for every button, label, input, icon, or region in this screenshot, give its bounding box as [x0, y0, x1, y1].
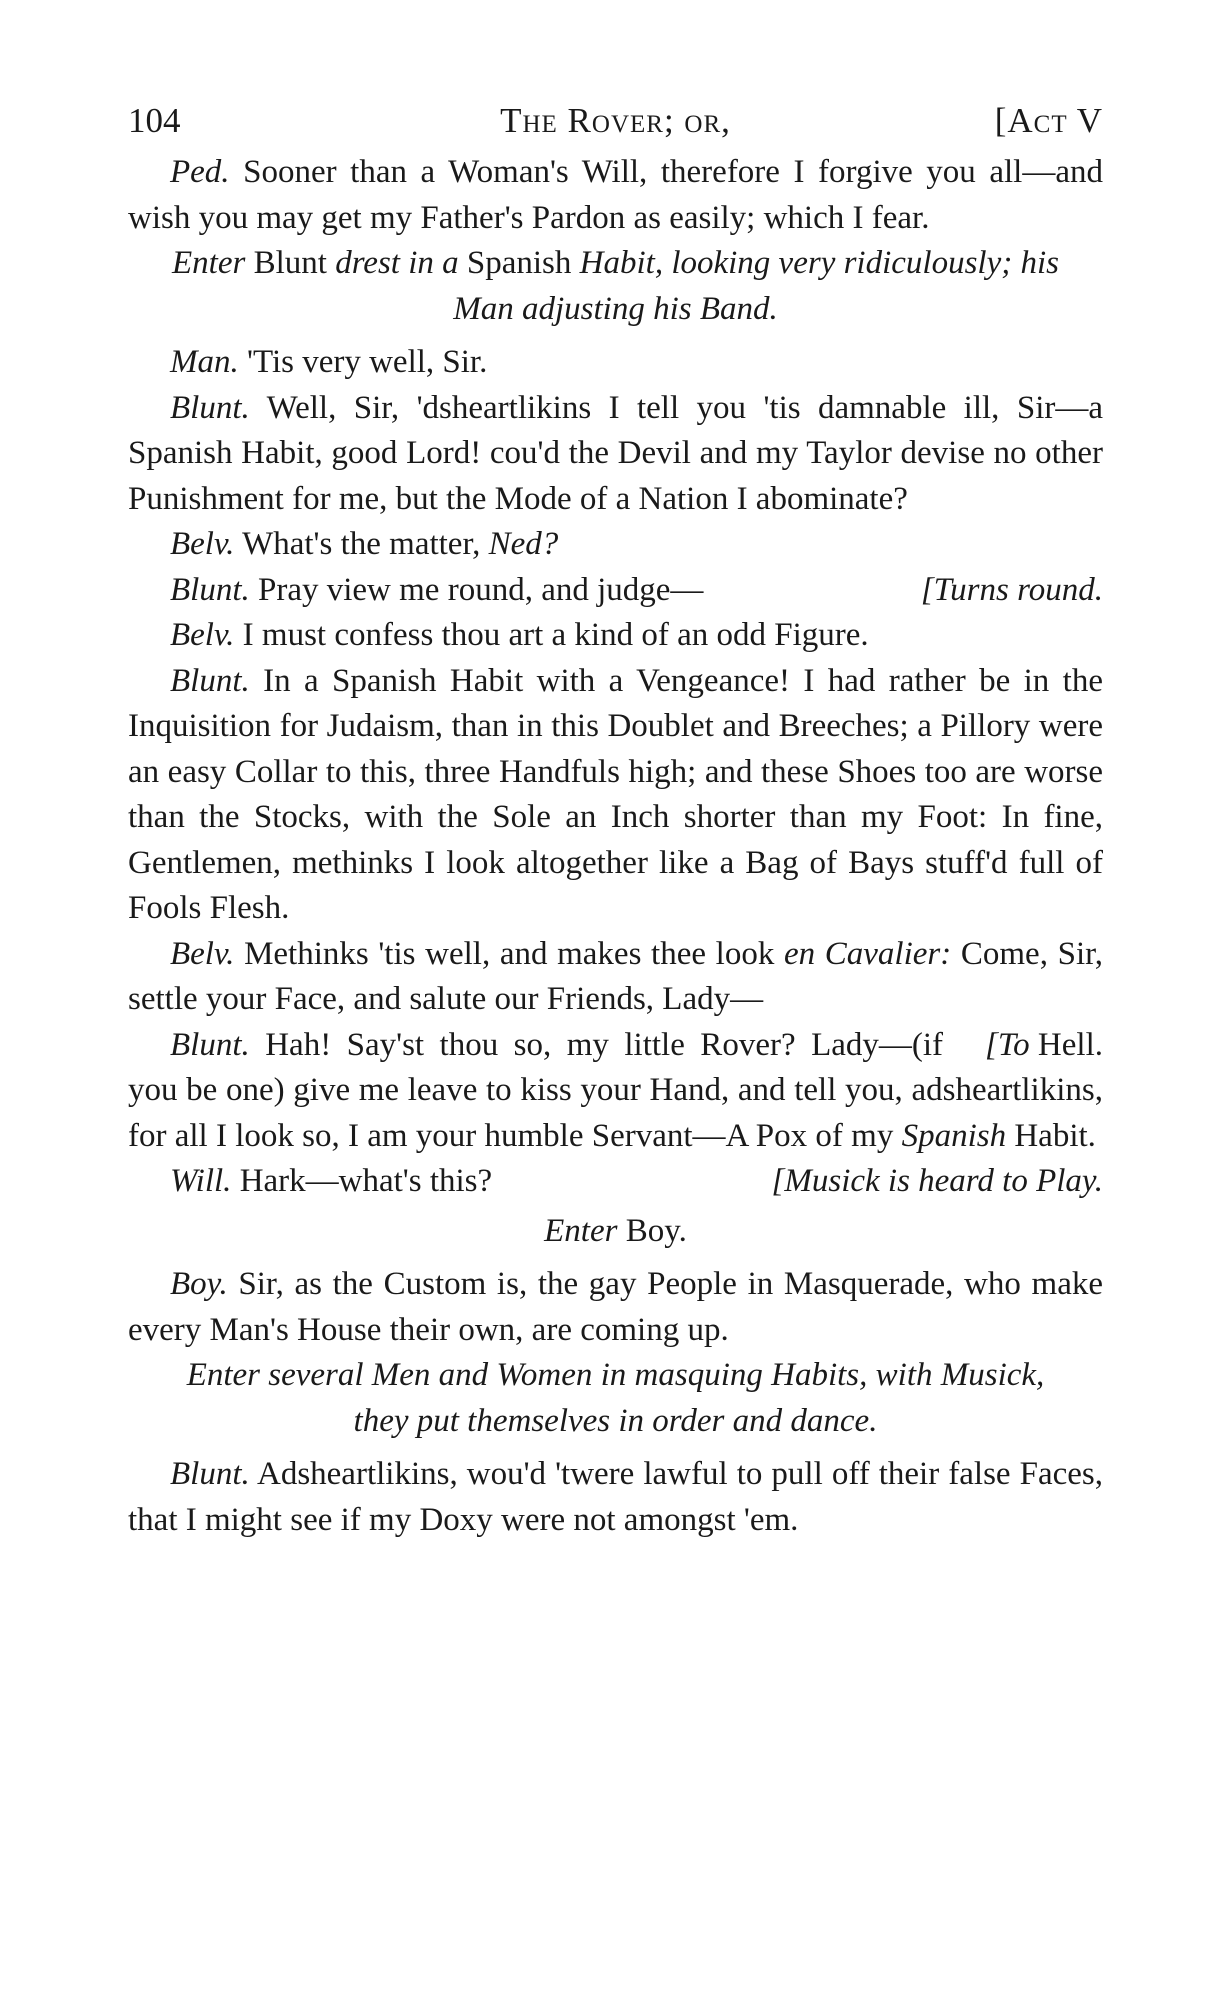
running-title: The Rover; or,: [500, 101, 731, 140]
speech-blunt-3: [128, 659, 1103, 932]
inline-direction: [943, 1023, 1103, 1069]
speech-text: Lady—(if you be one) give me leave to kiss your Hand, and tell you, adsheartlikins, for all I look so, I am your humble Servant—A Pox of my: [128, 1026, 1103, 1154]
speech-text: Adsheartlikins, wou'd 'twere lawful to pull off their false Faces, that I might see if my Doxy were not amongst 'em.: [128, 1456, 1103, 1538]
speech-belv-1: [128, 522, 1103, 568]
stage-direction-boy-enters: [128, 1209, 1103, 1255]
speech-text: Well, Sir, 'dsheartlikins I tell you 'tis damnable ill, Sir—a Spanish Habit, good Lord! cou'd the Devil and my Taylor devise no other Punishment for me, but the Mode of a Nation I abominate?: [128, 389, 1103, 517]
running-header: [128, 96, 1103, 146]
sd-character: Boy.: [625, 1212, 687, 1249]
speech-text: Pray view me round, and judge—: [258, 571, 704, 608]
speech-blunt-2: [128, 568, 1103, 614]
speech-text: Methinks 'tis well, and makes thee look: [244, 935, 775, 972]
speech-name: Ned?: [488, 526, 559, 562]
sd-word: Habit, looking very ridiculously; his Man adjusting his Band.: [453, 245, 1059, 327]
speaker-label: Blunt.: [170, 662, 250, 699]
speech-text: Habit.: [1014, 1117, 1096, 1154]
direction-word: [To: [985, 1026, 1030, 1063]
speech-text: Hah! Say'st thou so, my little Rover?: [265, 1026, 796, 1063]
speech-belv-2: [128, 613, 1103, 659]
speech-text: Sooner than a Woman's Will, therefore I forgive you all—and wish you may get my Father's Pardon as easily; which I fear.: [128, 154, 1104, 236]
inline-direction: [Turns round.: [920, 571, 1103, 608]
speaker-label: Boy.: [170, 1266, 228, 1302]
speech-blunt-5: [128, 1452, 1103, 1543]
act-marker: [Act V: [994, 101, 1103, 140]
play-text: [128, 150, 1103, 1543]
speaker-label: Blunt.: [170, 389, 250, 426]
inline-direction: [Musick is heard to Play.: [771, 1163, 1103, 1199]
speech-text: Sir, as the Custom is, the gay People in Masquerade, who make every Man's House their own, are coming up.: [128, 1266, 1103, 1348]
speech-boy: [128, 1262, 1103, 1353]
speech-blunt-4: [128, 1023, 1103, 1160]
speech-text: Come, Sir, settle your Face, and salute our Friends, Lady—: [128, 935, 1104, 1017]
sd-word: Spanish: [466, 245, 572, 281]
page-number: 104: [128, 101, 181, 140]
speaker-label: Ped.: [170, 154, 230, 190]
speech-text: Hark—what's this?: [239, 1163, 493, 1199]
sd-word: drest in a: [335, 245, 459, 281]
speech-will: [128, 1159, 1103, 1205]
speaker-label: Blunt.: [170, 1456, 250, 1492]
speech-text: 'Tis very well, Sir.: [247, 344, 488, 380]
speech-blunt-1: [128, 386, 1103, 523]
sd-word: Enter: [172, 245, 246, 281]
speech-belv-3: [128, 932, 1103, 1023]
speaker-label: Blunt.: [170, 1026, 250, 1063]
speaker-label: Belv.: [170, 526, 235, 562]
speech-man: [128, 340, 1103, 386]
speech-text: I must confess thou art a kind of an odd Figure.: [242, 617, 869, 653]
speaker-label: Belv.: [170, 935, 235, 972]
stage-direction-masquers: Enter several Men and Women in masquing Habits, with Musick, they put themselves in order and dance.: [186, 1357, 1045, 1439]
speaker-label: Belv.: [170, 617, 235, 653]
speech-phrase: en Cavalier:: [783, 935, 952, 972]
speech-name: Spanish: [901, 1117, 1007, 1154]
speaker-label: Blunt.: [170, 571, 250, 608]
speech-pedro: [128, 150, 1103, 241]
stage-direction-blunt-enters: [128, 241, 1103, 332]
speech-text: What's the matter,: [242, 526, 481, 562]
sd-word: Enter: [544, 1212, 618, 1249]
sd-character: Blunt: [253, 245, 327, 281]
speaker-label: Man.: [170, 344, 239, 380]
direction-character: Hell.: [1037, 1026, 1103, 1063]
speech-text: In a Spanish Habit with a Vengeance! I had rather be in the Inquisition for Judaism, than in this Doublet and Breeches; a Pillory were an easy Collar to this, three Handfuls high; and these Shoes too are worse than the Stocks, with the Sole an Inch shorter than my Foot: In fine, Gentlemen, methinks I look altogether like a Bag of Bays stuff'd full of Fools Flesh.: [128, 662, 1104, 926]
speaker-label: Will.: [170, 1163, 232, 1199]
